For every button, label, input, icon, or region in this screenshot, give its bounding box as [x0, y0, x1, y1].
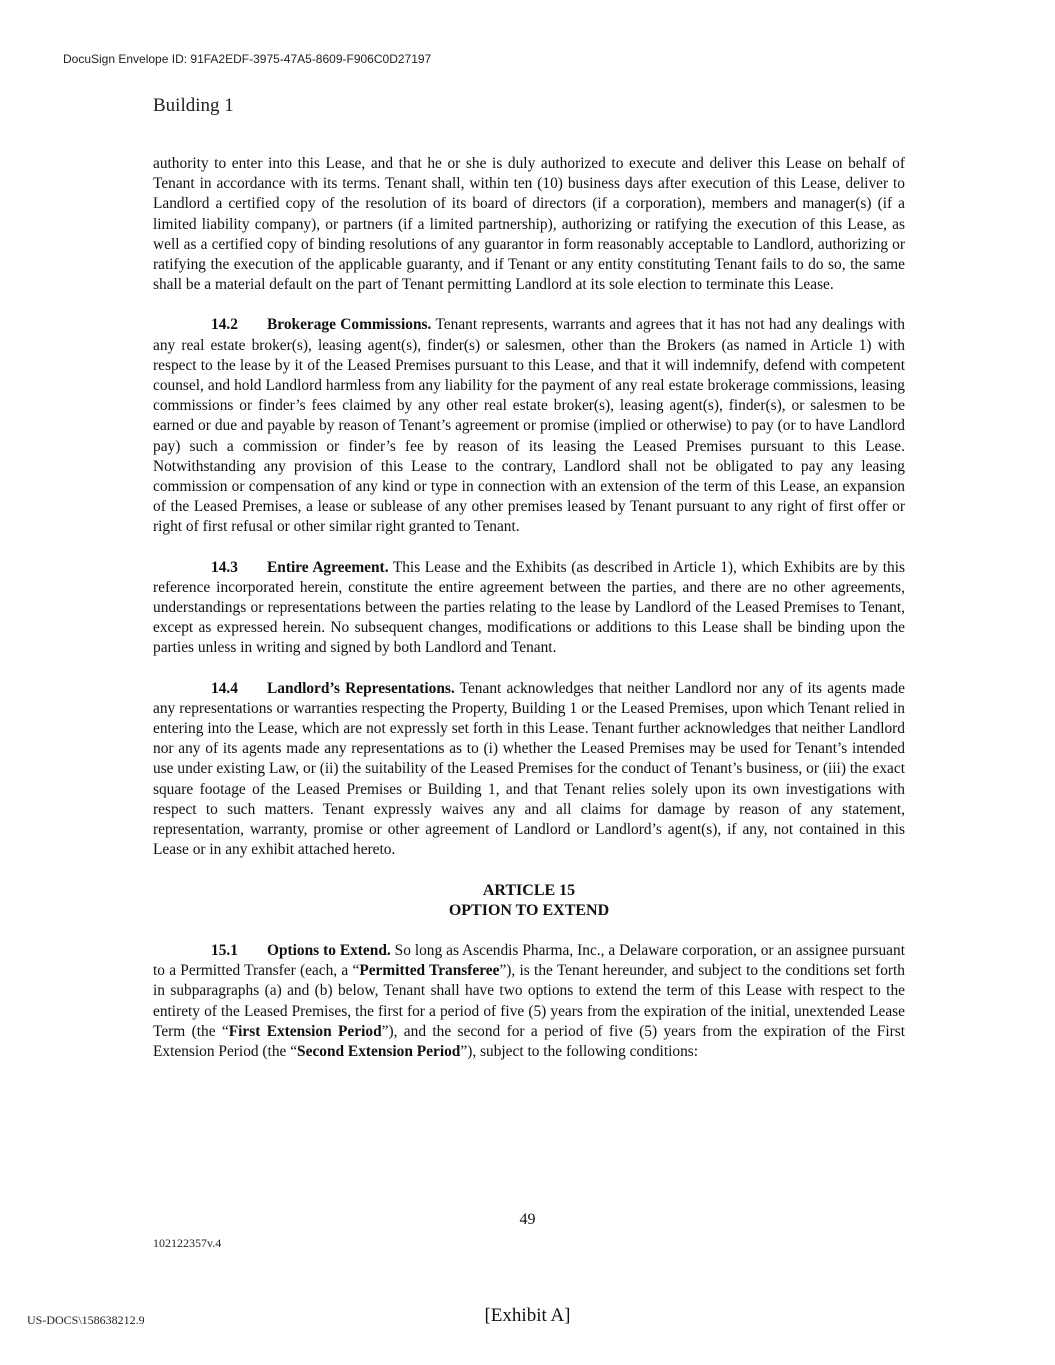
section-title: Brokerage Commissions: [267, 316, 428, 334]
defined-term: Permitted Transferee: [359, 962, 500, 980]
section-number: 14.3: [211, 558, 238, 576]
article-heading: [153, 881, 905, 921]
section-14-4: 14.4 Landlord’s Representations. Tenant acknowledges that neither Landlord nor any of its agents made any representations or warranties respecting the Property, Building 1 or the Leased Premises, upon which Tenant relied in entering into the Lease, which are not expressly set forth in this Lease. Tenant further acknowledges that neither Landlord nor any of its agents made any representations as to (i) whether the Leased Premises may be used for Tenant’s intended use under existing Law, or (ii) the suitability of the Leased Premises for the conduct of Tenant’s business, or (iii) the exact square footage of the Leased Premises or Building 1, and that Tenant relies solely upon its own investigations with respect to such matters. Tenant expressly waives any and all claims for damage by reason of any statement, representation, warranty, promise or other agreement of Landlord or Landlord’s agent(s), if any, not contained in this Lease or in any exhibit attached hereto.: [153, 679, 905, 859]
intro-paragraph: authority to enter into this Lease, and that he or she is duly authorized to execute and deliver this Lease on behalf of Tenant in accordance with its terms. Tenant shall, within ten (10) business days after execution of this Lease, deliver to Landlord a certified copy of the resolution of its board of directors (if a corporation), members and manager(s) (if a limited liability company), or partners (if a limited partnership), authorizing or ratifying the execution of this Lease, as well as a certified copy of binding resolutions of any guarantor in form reasonably acceptable to Landlord, authorizing or ratifying the execution of the applicable guaranty, and if Tenant or any entity constituting Tenant fails to do so, the same shall be a material default on the part of Tenant permitting Landlord at its sole election to terminate this Lease.: [153, 155, 905, 294]
docusign-envelope-id: DocuSign Envelope ID: 91FA2EDF-3975-47A5-8609-F906C0D27197: [63, 52, 432, 66]
defined-term: First Extension Period: [228, 1022, 382, 1040]
section-15-1: 15.1 Options to Extend. So long as Ascendis Pharma, Inc., a Delaware corporation, or an assignee pursuant to a Permitted Transfer (each, a “Permitted Transferee”), is the Tenant hereunder, and subject to the conditions set forth in subparagraphs (a) and (b) below, Tenant shall have two options to extend the term of this Lease with respect to the entirety of the Leased Premises, the first for a period of five (5) years from the expiration of the initial, unextended Lease Term (the “First Extension Period”), and the second for a period of five (5) years from the expiration of the First Extension Period (the “Second Extension Period”), subject to the following conditions:: [153, 941, 906, 1060]
section-14-2: 14.2 Brokerage Commissions. Tenant represents, warrants and agrees that it has not had any dealings with any real estate broker(s), leasing agent(s), finder(s) or salesmen, other than the Brokers (as named in Article 1) with respect to the lease by it of the Leased Premises pursuant to this Lease, and that it will indemnify, defend with competent counsel, and hold Landlord harmless from any liability for the payment of any real estate brokerage commissions, leasing commissions or finder’s fees claimed by any other real estate broker(s), leasing agent(s), finder(s), or salesmen to be earned or due and payable by reason of Tenant’s agreement or promise (implied or otherwise) to pay (or to have Landlord pay) such a commission or finder’s fee by reason of its leasing the Leased Premises pursuant to this Lease. Notwithstanding any provision of this Lease to the contrary, Landlord shall not be obligated to pay any leasing commission or compensation of any kind or type in connection with an extension of the term of this Lease, an expansion of the Leased Premises, a lease or sublease of any other premises leased by Tenant pursuant to any right of first offer or right of first refusal or other similar right granted to Tenant.: [153, 316, 905, 536]
section-text-part: ”), and the second for a period of five (5) years from the expiration of the First Extension Period (the “: [153, 1022, 905, 1060]
defined-term: Second Extension Period: [297, 1042, 461, 1060]
page-header: Building 1: [153, 95, 234, 116]
document-id: 102122357v.4: [153, 1236, 222, 1250]
section-text: This Lease and the Exhibits (as described in Article 1), which Exhibits are by this reference incorporated herein, constitute the entire agreement between the parties, and there are no other agreements, understandings or representations between the parties relating to the lease by Landlord of the Leased Premises to Tenant, except as expressed herein. No subsequent changes, modifications or additions to this Lease shall be binding upon the parties unless in writing and signed by both Landlord and Tenant.: [153, 558, 905, 657]
section-text-part: ”), is the Tenant hereunder, and subject to the conditions set forth in subparagraphs (a) and (b) below, Tenant shall have two options to extend the term of this Lease with respect to the entirety of the Leased Premises, the first for a period of five (5) years from the expiration of the initial, unextended Lease Term (the “: [153, 962, 906, 1040]
section-title: Landlord’s Representations: [267, 679, 451, 697]
section-number: 14.4: [211, 679, 238, 697]
article-title: OPTION TO EXTEND: [448, 901, 610, 919]
page-number: 49: [519, 1211, 536, 1228]
document-body: [153, 154, 905, 1062]
section-14-3: 14.3 Entire Agreement. This Lease and the Exhibits (as described in Article 1), which Exhibits are by this reference incorporated herein, constitute the entire agreement between the parties, and there are no other agreements, understandings or representations between the parties relating to the lease by Landlord of the Leased Premises to Tenant, except as expressed herein. No subsequent changes, modifications or additions to this Lease shall be binding upon the parties unless in writing and signed by both Landlord and Tenant.: [153, 558, 905, 657]
section-number: 15.1: [211, 941, 238, 959]
section-title: Options to Extend: [267, 941, 387, 959]
footer-doc-reference: US-DOCS\158638212.9: [27, 1313, 145, 1327]
section-number: 14.2: [211, 316, 238, 334]
section-text-part: ”), subject to the following conditions:: [460, 1042, 699, 1060]
section-text: Tenant acknowledges that neither Landlord nor any of its agents made any representations or warranties respecting the Property, Building 1 or the Leased Premises, upon which Tenant relied in entering into the Lease, which are not expressly set forth in this Lease. Tenant further acknowledges that neither Landlord nor any of its agents made any representations as to (i) whether the Leased Premises may be used for Tenant’s intended use under existing Law, or (ii) the suitability of the Leased Premises for the conduct of Tenant’s business, or (iii) the exact square footage of the Leased Premises or Building 1, and that Tenant relies solely upon its own investigations with respect to such matters. Tenant expressly waives any and all claims for damage by reason of any statement, representation, warranty, promise or other agreement of Landlord or Landlord’s agent(s), if any, not contained in this Lease or in any exhibit attached hereto.: [153, 679, 905, 859]
section-text-part: So long as Ascendis Pharma, Inc., a Delaware corporation, or an assignee pursuant to a Permitted Transfer (each, a “: [153, 941, 905, 980]
section-title: Entire Agreement: [267, 558, 385, 576]
footer-exhibit-label: [Exhibit A]: [484, 1305, 571, 1326]
section-text: Tenant represents, warrants and agrees that it has not had any dealings with any real estate broker(s), leasing agent(s), finder(s) or salesmen, other than the Brokers (as named in Article 1) with respect to the lease by it of the Leased Premises pursuant to this Lease, and that it will indemnify, defend with competent counsel, and hold Landlord harmless from any liability for the payment of any real estate brokerage commissions, leasing commissions or finder’s fees claimed by any other real estate broker(s), leasing agent(s), finder(s), or salesmen to be earned or due and payable by reason of Tenant’s agreement or promise (implied or otherwise) to pay (or to have Landlord pay) such a commission or finder’s fee by reason of its leasing the Leased Premises pursuant to this Lease. Notwithstanding any provision of this Lease to the contrary, Landlord shall not be obligated to pay any leasing commission or compensation of any kind or type in connection with an extension of the term of this Lease, an expansion of the Leased Premises, a lease or sublease of any other premises leased by Tenant pursuant to any right of first offer or right of first refusal or other similar right granted to Tenant.: [153, 316, 905, 536]
article-number: ARTICLE 15: [482, 881, 576, 899]
